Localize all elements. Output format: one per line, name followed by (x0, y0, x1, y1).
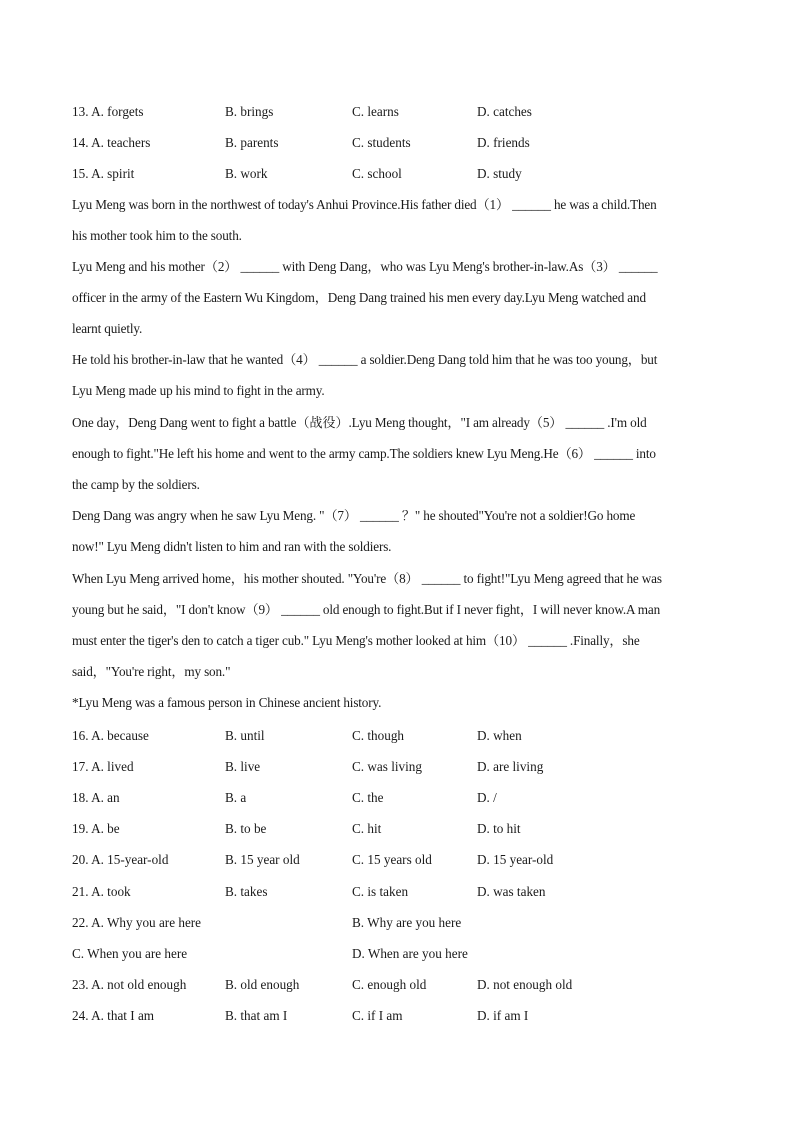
option-c: C. was living (352, 759, 422, 774)
option-c: C. students (352, 135, 411, 150)
option-b: B. Why are you here (352, 915, 462, 930)
option-c: C. the (352, 790, 384, 805)
passage-line: young but he said，"I don't know（9） ______ old enough to fight.But if I never fight，I will never know.A man (72, 602, 661, 617)
option-b: B. until (225, 728, 265, 743)
passage-line: learnt quietly. (72, 321, 143, 336)
passage-line: One day，Deng Dang went to fight a battle（战役）.Lyu Meng thought，"I am already（5） ______ .I'm old (72, 415, 647, 430)
passage-line: Lyu Meng was born in the northwest of today's Anhui Province.His father died（1） ______ he was a child.Then (72, 197, 657, 212)
option-a: 24. A. that I am (72, 1008, 155, 1023)
passage-line: the camp by the soldiers. (72, 477, 200, 492)
option-c: C. if I am (352, 1008, 403, 1023)
option-c: C. learns (352, 104, 399, 119)
passage-line: enough to fight."He left his home and went to the army camp.The soldiers knew Lyu Meng.He（6） ______ into (72, 446, 656, 461)
option-b: B. parents (225, 135, 279, 150)
option-d: D. if am I (477, 1008, 529, 1023)
option-a: 22. A. Why you are here (72, 915, 202, 930)
option-b: B. old enough (225, 977, 300, 992)
passage-line: now!" Lyu Meng didn't listen to him and ran with the soldiers. (72, 539, 392, 554)
option-b: B. live (225, 759, 261, 774)
passage-line: Lyu Meng and his mother（2） ______ with Deng Dang，who was Lyu Meng's brother-in-law.As（3） ______ (72, 259, 658, 274)
option-a: 17. A. lived (72, 759, 134, 774)
option-c: C. When you are here (72, 946, 188, 961)
option-b: B. to be (225, 821, 267, 836)
passage-line: said，"You're right，my son." (72, 664, 231, 679)
option-c: C. enough old (352, 977, 427, 992)
option-b: B. a (225, 790, 247, 805)
option-b: B. that am I (225, 1008, 288, 1023)
option-d: D. when (477, 728, 522, 743)
option-c: C. 15 years old (352, 852, 432, 867)
option-a: 19. A. be (72, 821, 120, 836)
option-b: B. brings (225, 104, 274, 119)
option-c: C. school (352, 166, 402, 181)
option-b: B. takes (225, 884, 268, 899)
option-c: C. is taken (352, 884, 409, 899)
option-a: 20. A. 15-year-old (72, 852, 169, 867)
option-d: D. are living (477, 759, 544, 774)
option-a: 21. A. took (72, 884, 131, 899)
option-d: D. study (477, 166, 522, 181)
option-d: D. When are you here (352, 946, 468, 961)
passage-note: *Lyu Meng was a famous person in Chinese ancient history. (72, 695, 382, 710)
option-d: D. not enough old (477, 977, 573, 992)
passage-line: officer in the army of the Eastern Wu Kingdom，Deng Dang trained his men every day.Lyu Meng watched and (72, 290, 646, 305)
passage-line: He told his brother-in-law that he wanted（4） ______ a soldier.Deng Dang told him that he was too young，but (72, 352, 658, 367)
option-a: 23. A. not old enough (72, 977, 187, 992)
option-a: 15. A. spirit (72, 166, 135, 181)
option-b: B. work (225, 166, 268, 181)
option-c: C. though (352, 728, 405, 743)
option-d: D. friends (477, 135, 530, 150)
option-d: D. / (477, 790, 497, 805)
passage-line: must enter the tiger's den to catch a tiger cub." Lyu Meng's mother looked at him（10） ______ .Finally，she (72, 633, 640, 648)
option-a: 14. A. teachers (72, 135, 151, 150)
option-d: D. 15 year-old (477, 852, 554, 867)
option-d: D. catches (477, 104, 532, 119)
option-b: B. 15 year old (225, 852, 300, 867)
option-a: 13. A. forgets (72, 104, 144, 119)
passage-line: Deng Dang was angry when he saw Lyu Meng. "（7） ______ ？" he shouted"You're not a soldier!Go home (72, 508, 636, 523)
option-d: D. to hit (477, 821, 521, 836)
option-c: C. hit (352, 821, 382, 836)
option-d: D. was taken (477, 884, 546, 899)
option-a: 18. A. an (72, 790, 120, 805)
passage-line: Lyu Meng made up his mind to fight in the army. (72, 383, 325, 398)
passage-line: his mother took him to the south. (72, 228, 242, 243)
passage-line: When Lyu Meng arrived home，his mother shouted. "You're（8） ______ to fight!"Lyu Meng agreed that he was (72, 571, 662, 586)
option-a: 16. A. because (72, 728, 149, 743)
